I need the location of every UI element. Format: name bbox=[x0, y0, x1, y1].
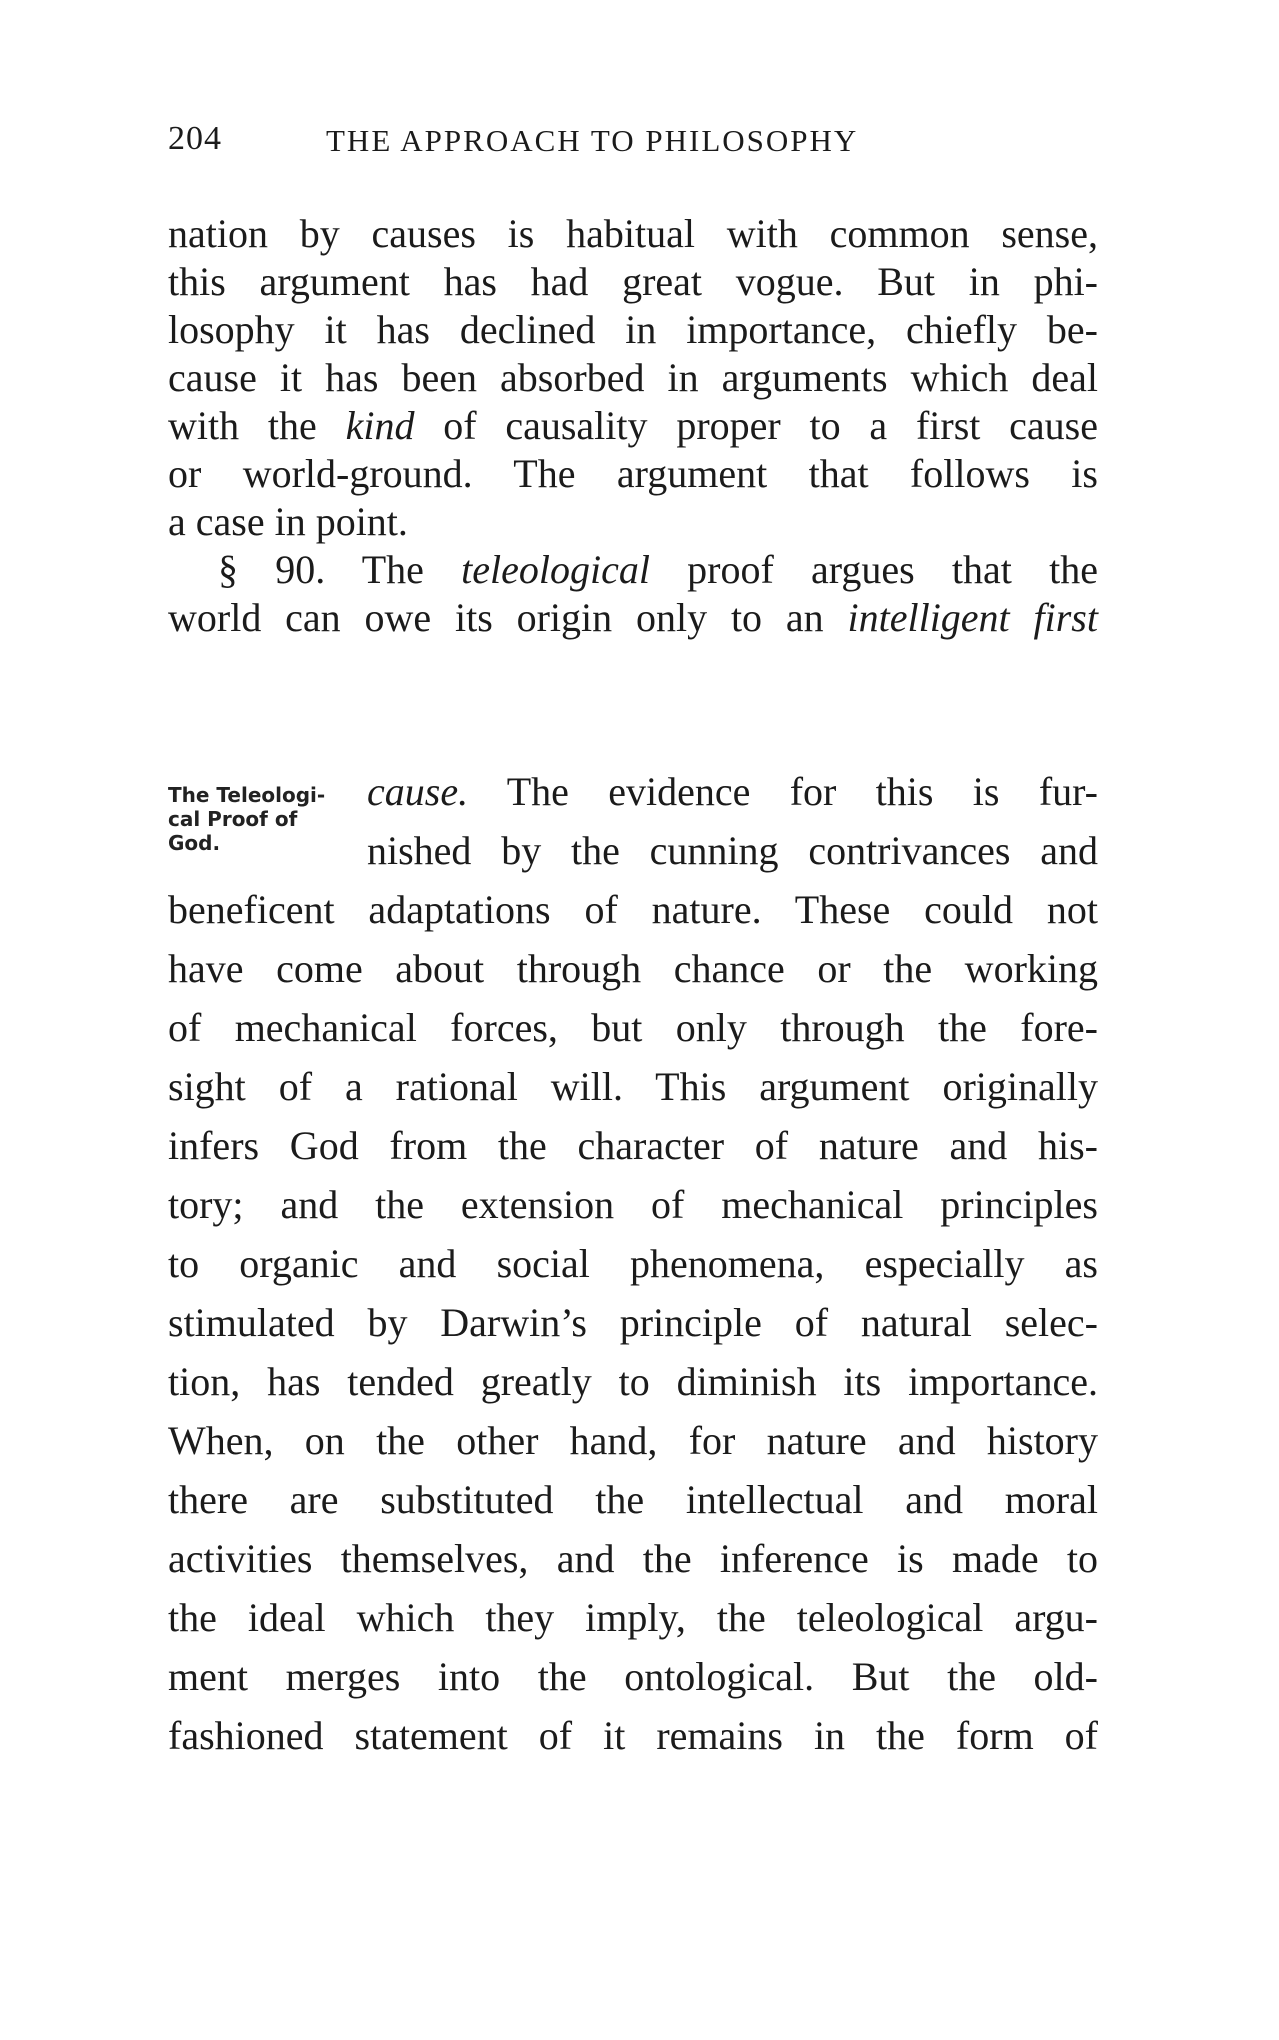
italic-term: cause. bbox=[367, 769, 469, 814]
page-header bbox=[168, 120, 1168, 170]
margin-note-line: The Teleologi- bbox=[168, 783, 326, 807]
italic-term: intelligent first bbox=[847, 595, 1098, 640]
text-line-6: or world-ground. The argument that follows is bbox=[168, 451, 1098, 496]
text-line-4: cause it has been absorbed in arguments which deal bbox=[168, 355, 1098, 400]
text-line-14: of mechanical forces, but only through the fore- bbox=[168, 1005, 1098, 1050]
text-line-11: nished by the cunning contrivances and bbox=[367, 828, 1098, 873]
text-line-21: When, on the other hand, for nature and history bbox=[168, 1418, 1098, 1463]
text-line-24: the ideal which they imply, the teleological argu- bbox=[168, 1595, 1098, 1640]
text-line-10: cause. The evidence for this is fur- bbox=[367, 769, 1098, 814]
text-line-5: with the kind of causality proper to a first cause bbox=[168, 403, 1099, 448]
text-line-20: tion, has tended greatly to diminish its importance. bbox=[168, 1359, 1098, 1404]
text-line-13: have come about through chance or the working bbox=[168, 946, 1098, 991]
text-line-19: stimulated by Darwin’s principle of natural selec- bbox=[168, 1300, 1098, 1345]
margin-note-line: God. bbox=[168, 831, 221, 855]
text-line-18: to organic and social phenomena, especially as bbox=[168, 1241, 1098, 1286]
margin-note-line: cal Proof of bbox=[168, 807, 298, 831]
text-line-12: beneficent adaptations of nature. These could not bbox=[168, 887, 1098, 932]
text-line-9: world can owe its origin only to an intelligent first bbox=[168, 595, 1098, 640]
text-line-15: sight of a rational will. This argument originally bbox=[168, 1064, 1098, 1109]
text-line-3: losophy it has declined in importance, chiefly be- bbox=[168, 307, 1098, 352]
page-number: 204 bbox=[168, 120, 222, 157]
text-line-2: this argument has had great vogue. But in phi- bbox=[168, 259, 1098, 304]
text-line-16: infers God from the character of nature and his- bbox=[168, 1123, 1098, 1168]
text-line-22: there are substituted the intellectual and moral bbox=[168, 1477, 1098, 1522]
text-line-8: § 90. The teleological proof argues that the bbox=[218, 547, 1098, 592]
running-head: THE APPROACH TO PHILOSOPHY bbox=[326, 123, 859, 158]
text-line-17: tory; and the extension of mechanical principles bbox=[168, 1182, 1098, 1227]
text-line-7: a case in point. bbox=[168, 499, 408, 544]
italic-term: teleological bbox=[461, 547, 650, 592]
margin-note bbox=[168, 783, 358, 855]
italic-term: kind bbox=[345, 403, 415, 448]
text-line-1: nation by causes is habitual with common sense, bbox=[168, 211, 1098, 256]
text-line-23: activities themselves, and the inference is made to bbox=[168, 1536, 1098, 1581]
text-line-25: ment merges into the ontological. But the old- bbox=[168, 1654, 1098, 1699]
text-line-26: fashioned statement of it remains in the form of bbox=[168, 1713, 1098, 1758]
